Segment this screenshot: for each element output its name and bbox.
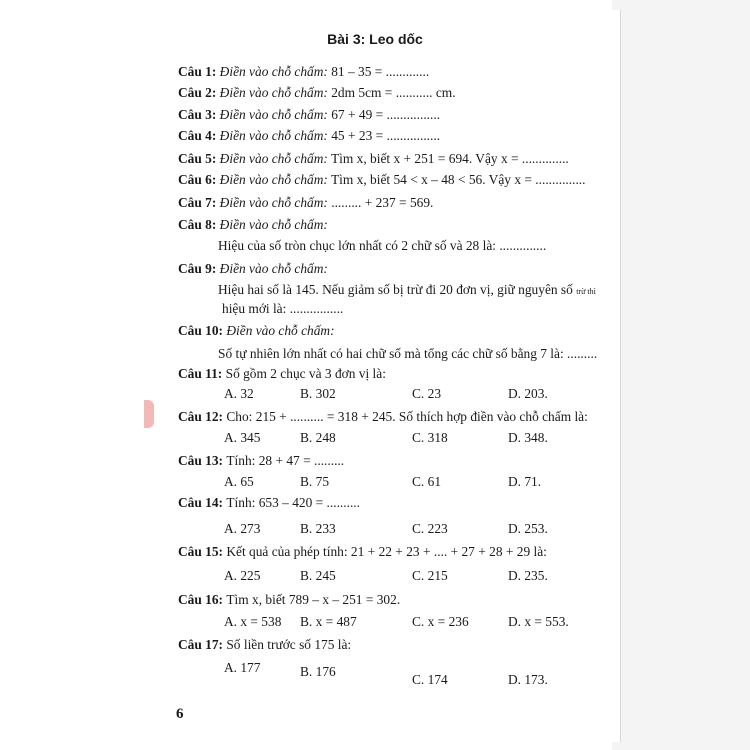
question-3 [178,107,440,123]
answer-option-d: D. x = 553. [508,614,569,629]
question-label: Câu 9: [178,261,220,276]
question-label: Câu 4: [178,128,220,143]
question-text: Tính: 28 + 47 = ......... [226,453,345,468]
question-text: Điền vào chỗ chấm: 67 + 49 = ................ [219,107,441,122]
answer-option-d: D. 71. [508,474,542,489]
answer-option-d: D. 173. [508,672,548,687]
answer-option-d: D. 348. [508,430,548,445]
question-label: Câu 6: [178,172,220,187]
answer-option-a: A. 225 [224,568,261,583]
question-text: Điền vào chỗ chấm: [219,261,328,276]
question-text: Tìm x, biết 789 – x – 251 = 302. [226,592,401,607]
question-12 [178,409,588,425]
question-16 [178,592,400,608]
question-17 [178,637,351,653]
answer-option-b: B. 75 [300,474,330,489]
question-label: Câu 16: [178,592,227,607]
answer-option-c: C. x = 236 [412,614,469,629]
answer-option-b: B. 248 [300,430,336,445]
question-2 [178,85,456,101]
question-6 [178,172,586,188]
question-text: Điền vào chỗ chấm: Tìm x, biết x + 251 = 694. Vậy x = .............. [219,151,569,166]
question-text: Điền vào chỗ chấm: [226,323,335,338]
question-text: Điền vào chỗ chấm: [219,217,328,232]
question-11 [178,366,386,382]
question-label: Câu 5: [178,151,220,166]
question-text: Cho: 215 + .......... = 318 + 245. Số thích hợp điền vào chỗ chấm là: [226,409,588,424]
worksheet-title: Bài 3: Leo dốc [327,31,423,47]
question-label: Câu 8: [178,217,220,232]
answer-option-c: C. 318 [412,430,448,445]
answer-option-b: B. 302 [300,386,336,401]
page-edge-shadow [612,0,750,750]
answer-option-b: B. x = 487 [300,614,357,629]
answer-option-d: D. 235. [508,568,548,583]
question-8 [178,217,328,233]
answer-option-a: A. 65 [224,474,254,489]
question-label: Câu 7: [178,195,220,210]
answer-option-c: C. 61 [412,474,442,489]
question-label: Câu 15: [178,544,227,559]
answer-option-a: A. 177 [224,660,261,675]
question-text: Điền vào chỗ chấm: Tìm x, biết 54 < x – 48 < 56. Vậy x = ............... [219,172,586,187]
answer-option-b: B. 176 [300,664,336,679]
question-text: Số liền trước số 175 là: [226,637,352,652]
question-label: Câu 11: [178,366,226,381]
question-label: Câu 14: [178,495,227,510]
question-text: Kết quả của phép tính: 21 + 22 + 23 + .... + 27 + 28 + 29 là: [226,544,547,559]
question-label: Câu 13: [178,453,227,468]
question-4 [178,128,440,144]
question-13 [178,453,344,469]
page-number: 6 [176,706,184,722]
answer-option-a: A. 273 [224,521,261,536]
question-label: Câu 1: [178,64,220,79]
question-body-line: Hiệu hai số là 145. Nếu giảm số bị trừ đi 20 đơn vị, giữ nguyên số trừ thì [218,282,596,297]
answer-option-d: D. 203. [508,386,548,401]
question-5 [178,151,569,167]
question-1 [178,64,429,80]
question-text: Điền vào chỗ chấm: 2dm 5cm = ........... cm. [219,85,456,100]
answer-option-c: C. 215 [412,568,448,583]
question-label: Câu 12: [178,409,227,424]
question-body-line: Số tự nhiên lớn nhất có hai chữ số mà tổng các chữ số bằng 7 là: ......... [218,346,598,361]
answer-option-d: D. 253. [508,521,548,536]
answer-option-a: A. 345 [224,430,261,445]
question-label: Câu 17: [178,637,227,652]
answer-option-c: C. 223 [412,521,448,536]
question-body-line: hiệu mới là: ................ [222,301,344,316]
question-label: Câu 3: [178,107,220,122]
answer-option-b: B. 233 [300,521,336,536]
question-9 [178,261,328,277]
question-14 [178,495,360,511]
answer-option-c: C. 23 [412,386,442,401]
question-label: Câu 2: [178,85,220,100]
answer-option-a: A. 32 [224,386,254,401]
page-tab-marker [144,400,154,428]
question-label: Câu 10: [178,323,227,338]
question-7 [178,195,433,211]
question-body-line: Hiệu của số tròn chục lớn nhất có 2 chữ số và 28 là: .............. [218,238,547,253]
question-text: Điền vào chỗ chấm: ......... + 237 = 569. [219,195,434,210]
question-text: Điền vào chỗ chấm: 45 + 23 = ................ [219,128,441,143]
question-text: Điền vào chỗ chấm: 81 – 35 = ............. [219,64,430,79]
question-10 [178,323,335,339]
question-text: Tính: 653 – 420 = .......... [226,495,361,510]
answer-option-b: B. 245 [300,568,336,583]
question-15 [178,544,547,560]
answer-option-a: A. x = 538 [224,614,282,629]
question-text: Số gồm 2 chục và 3 đơn vị là: [225,366,386,381]
answer-option-c: C. 174 [412,672,448,687]
